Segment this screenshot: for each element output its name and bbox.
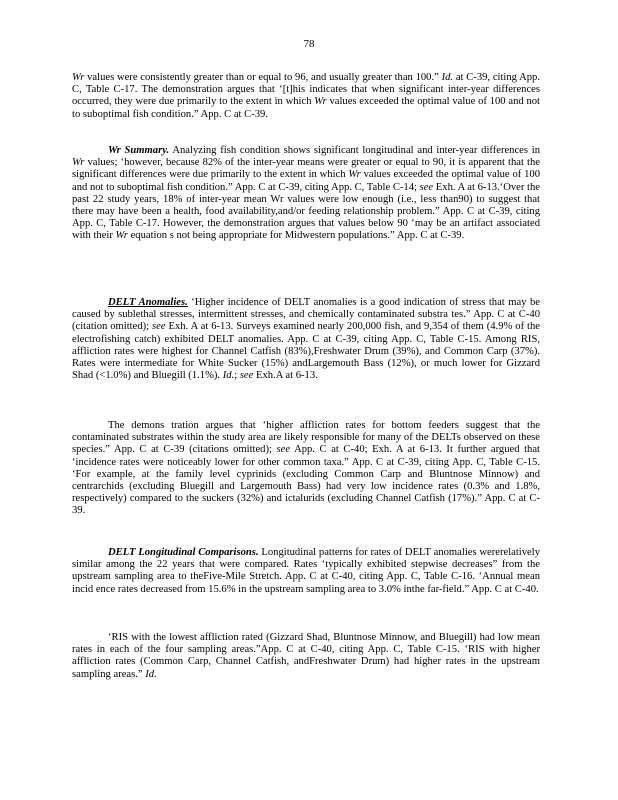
body-text: equation s not being appropriate for Midwestern populations.” App. C at C-39. <box>127 230 465 242</box>
body-text: Longitudinal patterns for rates of DELT anomalies wererelatively similar among the 22 years that were compared. Rates ‘typically exhibited stepwise decreases” from the upstream sampling area to theFive-Mile Stretch. App. C at C-40, citing App. C, Table C-16. ‘Annual mean incid ence rates decreased from 15.6% in the upstream sampling area to 3.0% inthe far-field.” App. C at C-40. <box>72 547 540 595</box>
body-text: values exceeded the optimal value of 100 and not to suboptimal fish condition.” App. C at C-39, citing App. C, Table C-14; <box>72 169 541 193</box>
citation-id: Id. <box>145 668 157 680</box>
signal-see: see <box>276 444 291 456</box>
body-text: Analyzing fish condition shows significant longitudinal and inter-year differences in <box>169 145 541 156</box>
page-number: 78 <box>303 38 315 50</box>
paragraph-delt-anomalies <box>72 297 540 382</box>
paragraph-wr-summary <box>72 145 540 243</box>
citation-id: Id. <box>222 370 235 382</box>
section-heading: DELT Longitudinal Comparisons. <box>108 547 259 558</box>
body-text: values; ‘however, because 82% of the inter-year means were greater or equal to 90, it is apparent that the significant differences were due primarily to the extent in which <box>72 157 540 181</box>
body-text: Exh.A at 6-13. <box>253 370 318 382</box>
section-heading: DELT Anomalies. <box>108 297 188 308</box>
italic-term: Wr <box>314 96 327 108</box>
body-text: App. C at C-40; Exh. A at 6-13. It further argued that ‘incidence rates were noticeably lower for other common taxa.” App. C at C-39, citing App. C, Table C-15. ‘For example, at the family level cyprinids (excluding Common Carp and Bluntnose Minnow) and centrarchids (excluding Bluegill and Largemouth Bass) had very low incidence rates (0.3% and 1.8%, respectively) compared to the suckers (32%) and ictalurids (excluding Channel Catfish (17%).” App. C at C-39. <box>72 444 540 517</box>
body-text: ‘Higher incidence of DELT anomalies is a good indication of stress that may be caused by sublethal stresses, intermittent stresses, and chemically contaminated substra tes.” App. C at C-40 (citation omitted); <box>72 297 541 333</box>
citation-id: Id. <box>441 72 454 83</box>
body-text: values exceeded the optimal value of 100 and not to suboptimal fish condition.” App. C at C-39. <box>72 96 540 120</box>
body-text: Exh. A at 6-13.‘Over the past 22 study years, 18% of inter-year mean Wr values were low enough (i.e., less than90) to suggest that there may have been a health, food availability,and/or feeding relationship problem.” App. C at C-39, citing App. C, Table C-17. However, the demonstration argues that values below 90 ‘may be an artifact associated with their <box>72 181 540 242</box>
paragraph-wr-values <box>72 72 540 121</box>
italic-term: Wr <box>72 157 85 169</box>
italic-term: Wr <box>72 72 85 83</box>
paragraph-ris-affliction <box>72 632 540 681</box>
body-text: The demons tration argues that ‘higher affliction rates for bottom feeders suggest that the contaminated substrates within the study area are likely responsible for many of the DELTs observed on these species.” App. C at C-39 (citations omitted); <box>72 420 540 456</box>
signal-see: see <box>239 370 254 382</box>
signal-see: see <box>419 181 434 193</box>
italic-term: Wr <box>115 230 128 242</box>
body-text: values were consistently greater than or equal to 96, and usually greater than 100.” <box>84 72 442 83</box>
italic-term: Wr <box>348 169 361 181</box>
signal-see: see <box>152 321 166 333</box>
body-text: ; <box>234 370 240 382</box>
body-text: Exh. A at 6-13. Surveys examined nearly 200,000 fish, and 9,354 of them (4.9% of the electrofishing catch) exhibited DELT anomalies. App. C at C-39, citing App. C, Table C-15. Among RIS, affliction rates were highest for Channel Catfish (83%),Freshwater Drum (39%), and Common Carp (37%). Rates were intermediate for White Sucker (15%) andLargemouth Bass (12%), or much lower for Gizzard Shad (<1.0%) and Bluegill (1.1%). <box>72 321 540 382</box>
body-text: at C-39, citing App. C, Table C-17. The demonstration argues that ‘[t]his indicates that when significant inter-year differences occurred, they were due primarily to the extent in which <box>72 72 541 108</box>
section-heading: Wr Summary. <box>108 145 170 156</box>
paragraph-demonstration-argument <box>72 420 540 518</box>
body-text: ‘RIS with the lowest affliction rated (Gizzard Shad, Bluntnose Minnow, and Bluegill) had low mean rates in each of the four sampling areas.”App. C at C-40, citing App. C, Table C-15. ‘RIS with higher affliction rates (Common Carp, Channel Catfish, andFreshwater Drum) had higher rates in the upstream sampling areas.” <box>72 632 540 680</box>
paragraph-delt-longitudinal <box>72 547 540 596</box>
